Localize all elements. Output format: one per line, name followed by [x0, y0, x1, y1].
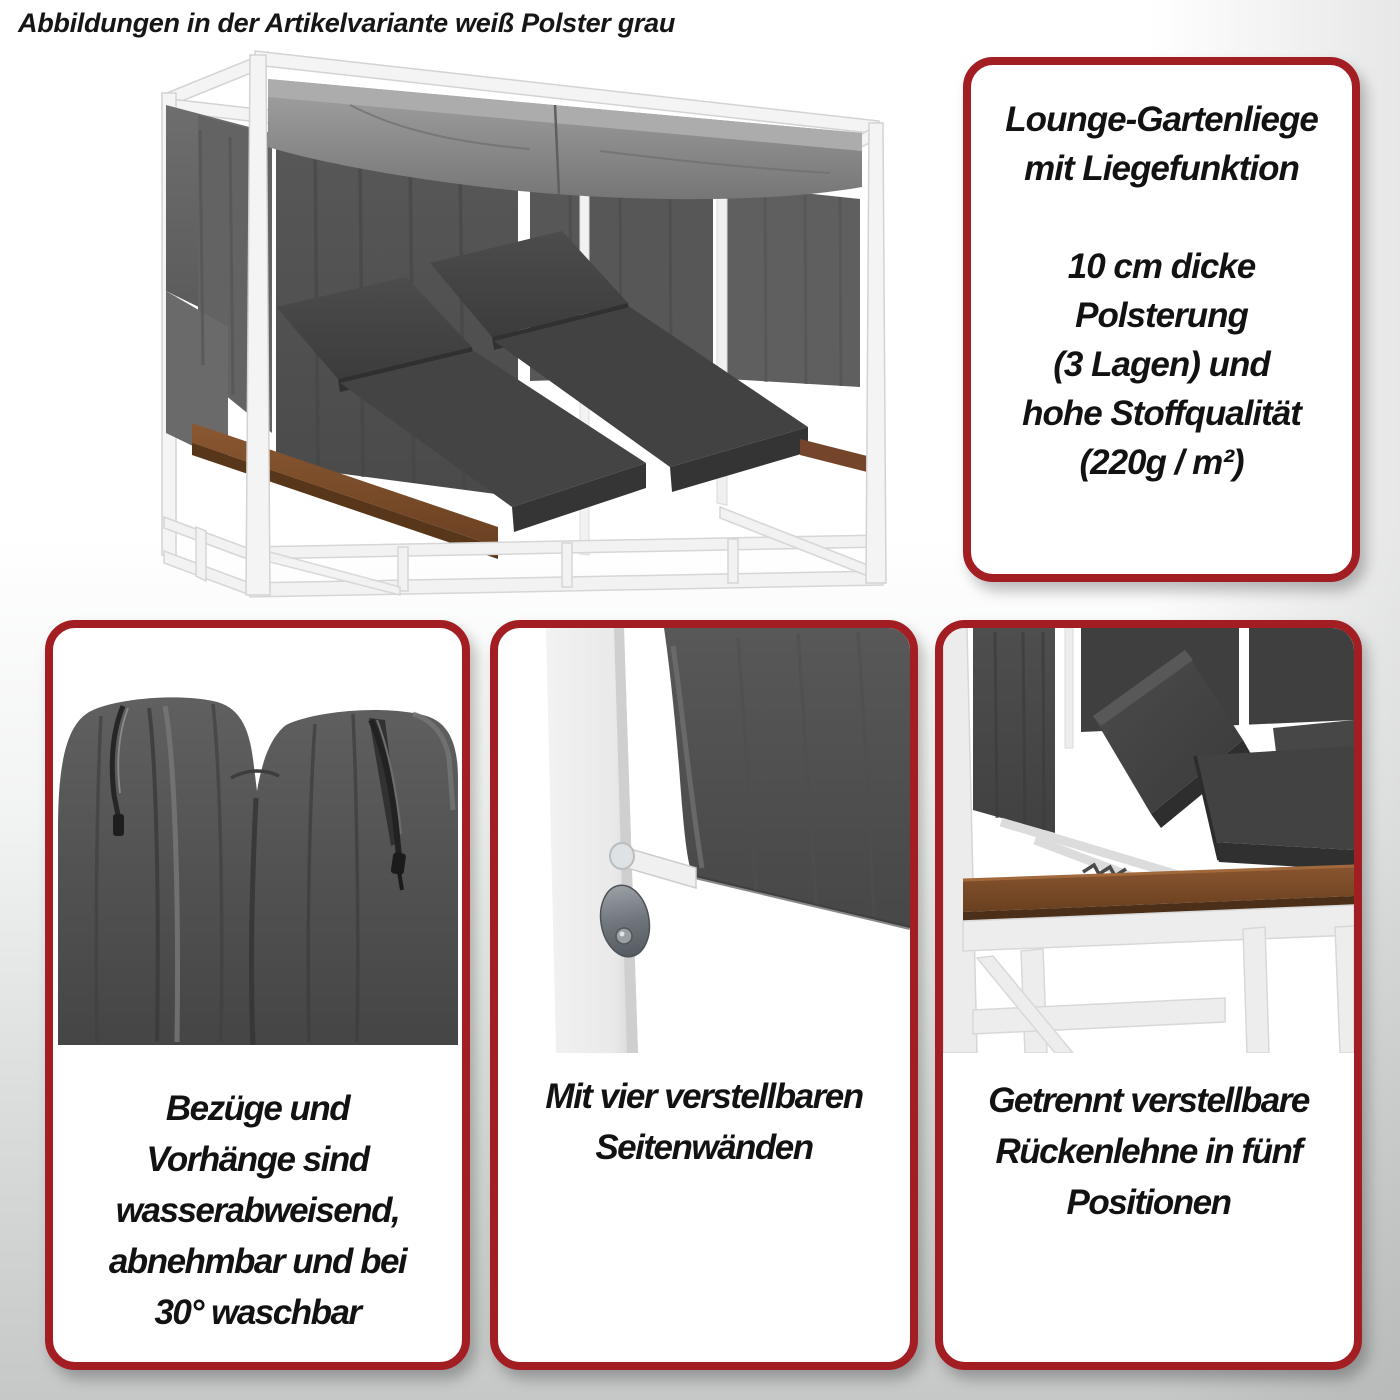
feature-caption: [498, 1071, 910, 1173]
base-frame: [963, 905, 1354, 1053]
caption-line: Bezüge und: [165, 1089, 350, 1128]
caption-line: Positionen: [1066, 1183, 1231, 1222]
feature-card-backrest: [935, 620, 1362, 1370]
info-spacer: [971, 193, 1352, 242]
main-product-photo: [100, 35, 960, 620]
info-box: [963, 57, 1360, 582]
feature-card-side-walls: [490, 620, 918, 1370]
feature-caption: [53, 1083, 462, 1338]
feature-caption: [943, 1075, 1354, 1228]
info-body-line: 10 cm dicke: [1067, 247, 1256, 286]
caption-line: abnehmbar und bei: [108, 1242, 407, 1281]
info-title-line: Lounge-Gartenliege: [1005, 100, 1318, 139]
flat-seat-cushion: [1195, 746, 1354, 870]
side-wall-bracket-photo: [498, 628, 910, 1053]
wall-fabric: [664, 628, 910, 928]
caption-line: Mit vier verstellbaren: [545, 1077, 863, 1116]
caption-line: wasserabweisend,: [115, 1191, 400, 1230]
caption-line: Rückenlehne in fünf: [995, 1132, 1302, 1171]
info-title-line: mit Liegefunktion: [1024, 149, 1299, 188]
caption-line: 30° waschbar: [154, 1293, 361, 1332]
feature-card-washable-covers: [45, 620, 470, 1370]
info-body-line: (220g / m²): [1079, 443, 1244, 482]
frame-left-post: [943, 628, 977, 1053]
info-body-line: hohe Stoffqualität: [1022, 394, 1301, 433]
caption-line: Seitenwänden: [595, 1128, 813, 1167]
variant-note: Abbildungen in der Artikelvariante weiß Polster grau: [18, 8, 676, 38]
backrest-positions-photo: [943, 628, 1354, 1053]
frame-post: [546, 628, 638, 1053]
caption-line: Getrennt verstellbare: [988, 1081, 1309, 1120]
caption-line: Vorhänge sind: [146, 1140, 369, 1179]
info-body-line: Polsterung: [1075, 296, 1248, 335]
info-body-line: (3 Lagen) und: [1053, 345, 1270, 384]
cushion-zippers-photo: [53, 650, 462, 1045]
